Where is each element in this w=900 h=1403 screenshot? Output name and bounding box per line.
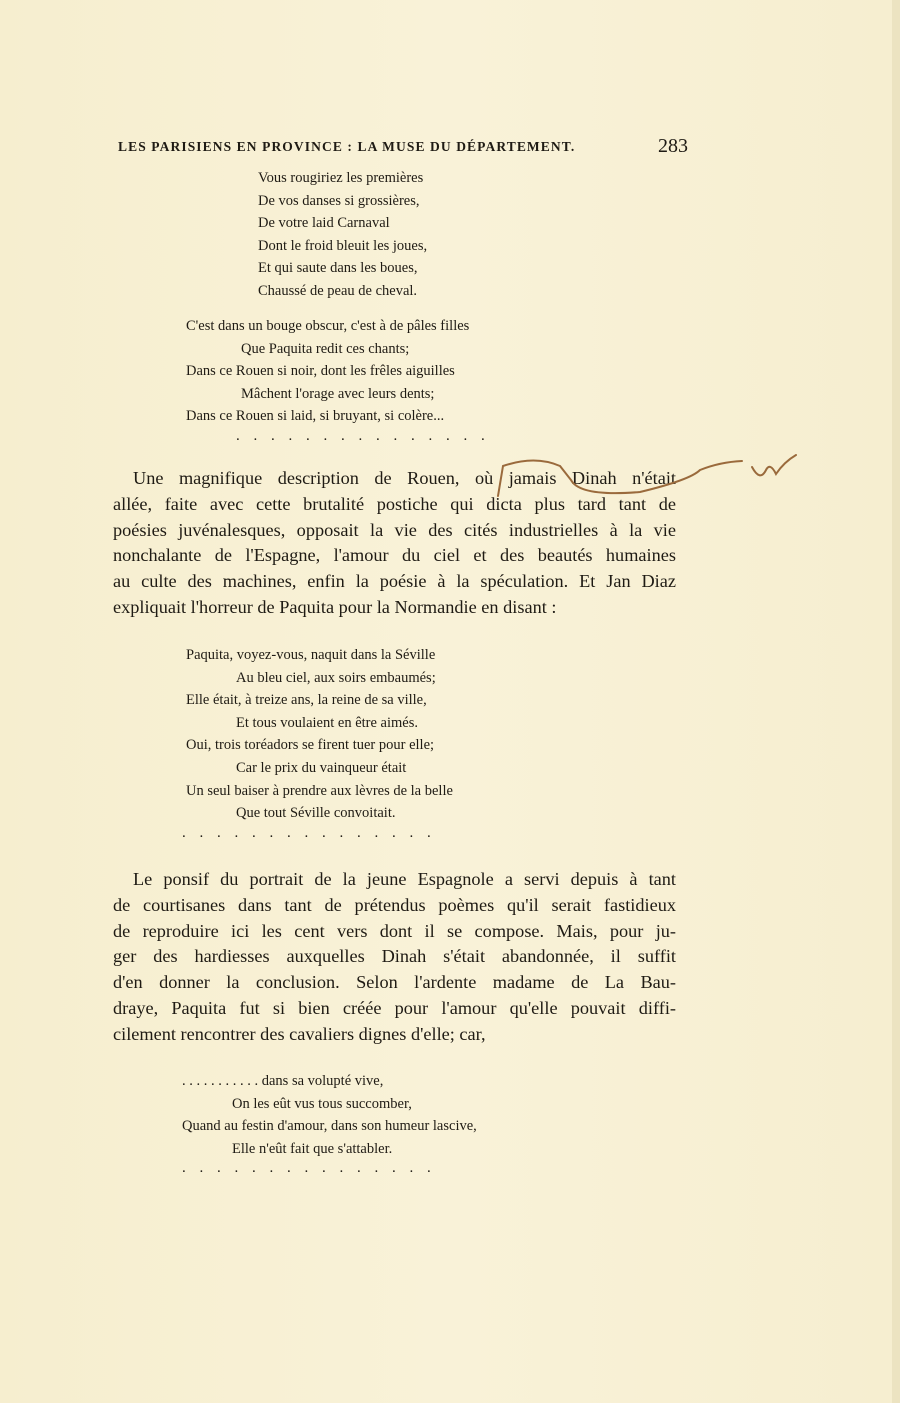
poem-stanza-3 [186,644,453,825]
prose-line: nonchalante de l'Espagne, l'amour du ciel et des beautés humaines [113,545,676,566]
prose-line: draye, Paquita fut si bien créée pour l'amour qu'elle pouvait diffi- [113,997,676,1018]
page-number: 283 [658,135,688,157]
margin-symbol [752,455,796,475]
paragraph-2 [113,867,676,1048]
prose-line: de courtisanes dans tant de prétendus poèmes qu'il serait fastidieux [113,894,676,915]
verse-line: Vous rougiriez les premières [258,170,424,186]
poem-stanza-1 [258,167,427,303]
prose-line: allée, faite avec cette brutalité postiche qui dicta plus tard tant de [113,493,676,514]
prose-line: Une magnifique description de Rouen, où jamais Dinah n'était [133,468,676,488]
verse-line: Et tous voulaient en être aimés. [236,714,419,731]
verse-line: De vos danses si grossières, [258,192,420,209]
page-header [118,137,688,161]
verse-line: Chaussé de peau de cheval. [258,282,418,299]
running-title: LES PARISIENS EN PROVINCE : LA MUSE DU DÉPARTEMENT. [118,139,576,154]
ellipsis-divider: . . . . . . . . . . . . . . . [182,825,436,841]
prose-line: de reproduire ici les cent vers dont il se compose. Mais, pour ju- [113,920,676,941]
verse-line: Quand au festin d'amour, dans son humeur lascive, [182,1118,477,1135]
ellipsis-divider: . . . . . . . . . . . . . . . [236,428,490,444]
verse-line: C'est dans un bouge obscur, c'est à de pâles filles [186,318,470,334]
verse-line: Et qui saute dans les boues, [258,260,418,277]
page-edge [892,0,900,1403]
verse-line: On les eût vus tous succomber, [232,1095,412,1112]
verse-line: Que Paquita redit ces chants; [241,340,410,357]
verse-line: Au bleu ciel, aux soirs embaumés; [236,669,436,686]
verse-line: De votre laid Carnaval [258,215,390,232]
verse-line: Elle était, à treize ans, la reine de sa ville, [186,692,427,709]
prose-line: poésies juvénalesques, opposait la vie des cités industrielles à la vie [113,519,676,540]
verse-line: . . . . . . . . . . . dans sa volupté vive, [182,1073,384,1089]
paragraph-1 [113,466,676,621]
verse-line: Oui, trois toréadors se firent tuer pour elle; [186,737,435,754]
prose-line: au culte des machines, enfin la poésie à la spéculation. Et Jan Diaz [113,571,676,592]
prose-line: expliquait l'horreur de Paquita pour la Normandie en disant : [113,596,557,617]
verse-line: Dont le froid bleuit les joues, [258,237,428,254]
ellipsis-divider: . . . . . . . . . . . . . . . [182,1160,436,1176]
verse-line: Elle n'eût fait que s'attabler. [232,1140,393,1157]
verse-line: Mâchent l'orage avec leurs dents; [241,385,435,402]
verse-line: Paquita, voyez-vous, naquit dans la Séville [186,647,436,663]
verse-line: Dans ce Rouen si laid, si bruyant, si colère... [186,408,445,425]
prose-line: ger des hardiesses auxquelles Dinah s'était abandonnée, il suffit [113,946,676,967]
verse-line: Un seul baiser à prendre aux lèvres de la belle [186,782,453,799]
verse-line: Que tout Séville convoitait. [236,805,396,822]
verse-line: Dans ce Rouen si noir, dont les frêles aiguilles [186,363,455,380]
poem-stanza-2 [186,315,469,428]
prose-line: d'en donner la conclusion. Selon l'ardente madame de La Bau- [113,972,676,993]
verse-line: Car le prix du vainqueur était [236,759,407,776]
poem-stanza-4 [182,1070,477,1160]
prose-line: cilement rencontrer des cavaliers dignes d'elle; car, [113,1023,486,1044]
prose-line: Le ponsif du portrait de la jeune Espagnole a servi depuis à tant [133,869,676,889]
